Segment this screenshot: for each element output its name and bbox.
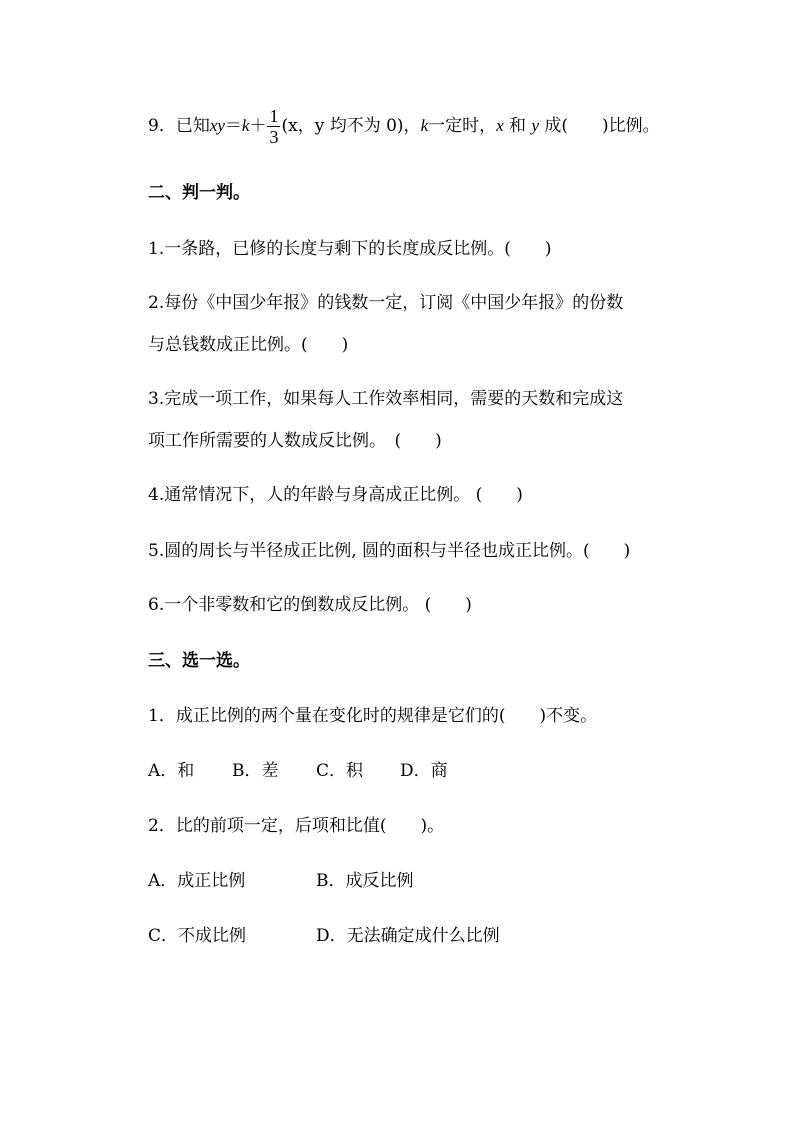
q9-tail: 成( )比例。 <box>539 116 660 136</box>
judge-item-2-cont: 与总钱数成正比例。( ) <box>148 335 349 355</box>
judge-item-4: 4.通常情况下，人的年龄与身高成正比例。 ( ) <box>148 485 523 505</box>
fraction-denominator: 3 <box>269 127 279 147</box>
choice-q1-options <box>148 760 448 782</box>
choice-q1: 1．成正比例的两个量在变化时的规律是它们的( )不变。 <box>148 706 598 726</box>
option-a: A．和 <box>148 761 195 781</box>
q9-k: k <box>241 116 250 135</box>
fraction-numerator: 1 <box>269 106 279 126</box>
q9-and: 和 <box>503 116 532 136</box>
q9-mid: 一定时， <box>428 116 497 136</box>
q9-y: y <box>531 116 540 135</box>
q9-plus: ＋ <box>249 116 267 136</box>
section-3-title: 三、选一选。 <box>148 651 250 671</box>
q9-xy: xy <box>209 116 225 135</box>
option-c: C．不成比例 <box>148 926 247 946</box>
q9-prefix: 9．已知 <box>148 116 210 136</box>
q9-condition: (x，y 均不为 0)， <box>281 116 421 136</box>
q9-equals: ＝ <box>224 116 242 136</box>
judge-item-1: 1.一条路，已修的长度与剩下的长度成反比例。( ) <box>148 239 552 259</box>
judge-item-3-cont: 项工作所需要的人数成反比例。 ( ) <box>148 431 442 451</box>
q9-k2: k <box>420 116 429 135</box>
option-a: A．成正比例 <box>148 871 246 891</box>
choice-q2-options-row2 <box>148 925 500 947</box>
option-b: B．差 <box>232 761 279 781</box>
option-c: C．积 <box>316 761 364 781</box>
judge-item-3: 3.完成一项工作，如果每人工作效率相同，需要的天数和完成这 <box>148 389 624 409</box>
q9-fraction <box>267 106 280 147</box>
section-2-title: 二、判一判。 <box>148 183 250 203</box>
judge-item-2: 2.每份《中国少年报》的钱数一定，订阅《中国少年报》的份数 <box>148 293 624 313</box>
judge-item-6: 6.一个非零数和它的倒数成反比例。 ( ) <box>148 595 472 615</box>
choice-q2-options-row1 <box>148 870 414 892</box>
q9-x: x <box>496 116 504 135</box>
question-9 <box>148 106 660 147</box>
option-b: B．成反比例 <box>316 871 414 891</box>
judge-item-5: 5.圆的周长与半径成正比例, 圆的面积与半径也成正比例。( ) <box>148 541 631 561</box>
option-d: D．商 <box>400 761 448 781</box>
option-d: D．无法确定成什么比例 <box>316 926 500 946</box>
choice-q2: 2．比的前项一定，后项和比值( )。 <box>148 816 445 836</box>
